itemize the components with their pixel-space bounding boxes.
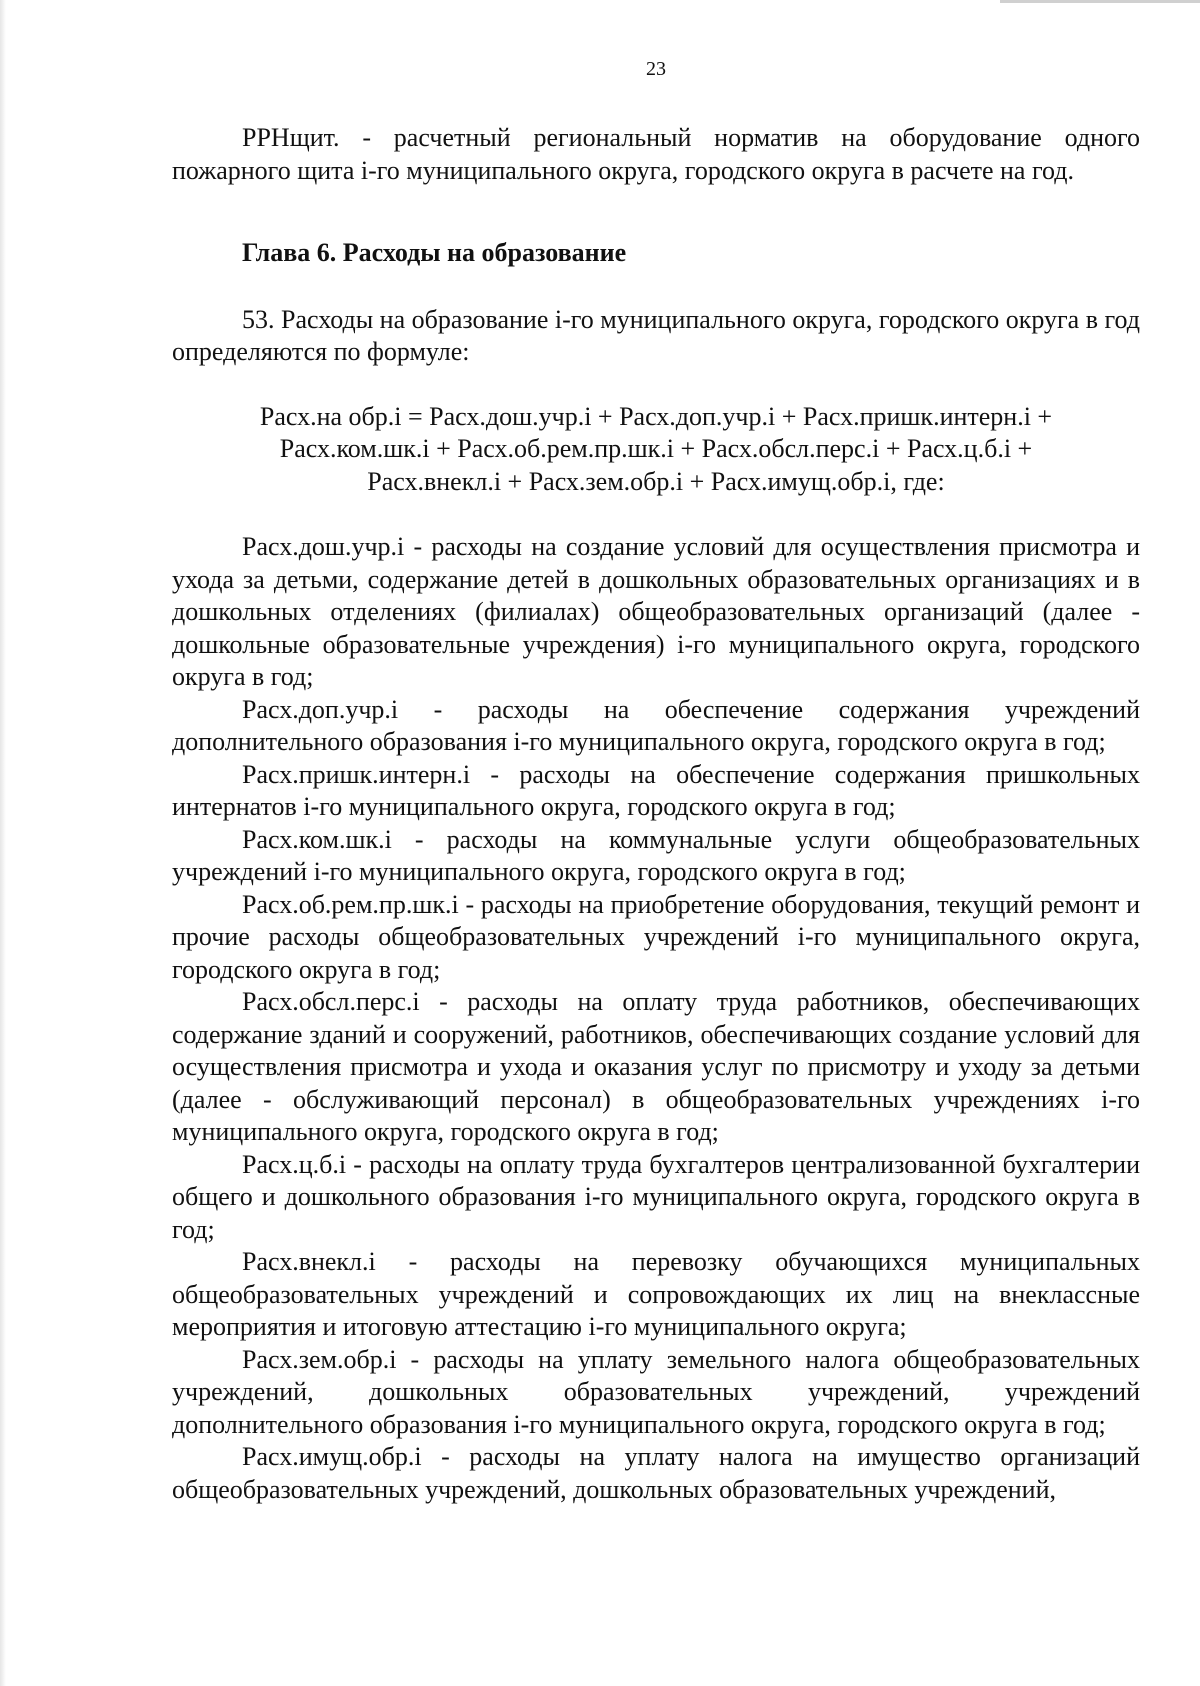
formula-block bbox=[172, 401, 1140, 499]
formula-line: Расх.ком.шк.i + Расх.об.рем.пр.шк.i + Расх.обсл.перс.i + Расх.ц.б.i + bbox=[279, 434, 1033, 463]
definition-vnekl: Расх.внекл.i - расходы на перевозку обучающихся муниципальных общеобразовательных учреждений и сопровождающих их лиц на внеклассные мероприятия и итоговую аттестацию i-го муниципального округа; bbox=[172, 1247, 1140, 1341]
formula-line: Расх.внекл.i + Расх.зем.обр.i + Расх.имущ.обр.i, где: bbox=[367, 466, 945, 496]
definition-dosh-uchr: Расх.дош.учр.i - расходы на создание условий для осуществления присмотра и ухода за детьми, содержание детей в дошкольных образовательных организациях и в дошкольных отделениях (филиалах) общеобразовательных организаций (далее - дошкольные образовательные учреждения) i-го муниципального округа, городского округа в год; bbox=[172, 532, 1140, 691]
paragraph-53: 53. Расходы на образование i-го муниципального округа, городского округа в год определяются по формуле: bbox=[172, 304, 1140, 366]
definition-zem-obr: Расх.зем.обр.i - расходы на уплату земельного налога общеобразовательных учреждений, дошкольных образовательных учреждений, учреждений дополнительного образования i-го муниципального округа, городского округа в год; bbox=[172, 1344, 1140, 1439]
definition-ts-b: Расх.ц.б.i - расходы на оплату труда бухгалтеров централизованной бухгалтерии общего и дошкольного образования i-го муниципального округа, городского округа в год; bbox=[172, 1149, 1140, 1244]
definition-prishk-intern: Расх.пришк.интерн.i - расходы на обеспечение содержания пришкольных интернатов i-го муниципального округа, городского округа в год; bbox=[172, 759, 1140, 821]
definition-kom-shk: Расх.ком.шк.i - расходы на коммунальные услуги общеобразовательных учреждений i-го муниципального округа, городского округа в год; bbox=[172, 824, 1140, 886]
definition-dop-uchr: Расх.доп.учр.i - расходы на обеспечение содержания учреждений дополнительного образования i-го муниципального округа, городского округа в год; bbox=[172, 694, 1140, 756]
scan-edge-left bbox=[0, 0, 6, 1686]
page-content bbox=[172, 122, 1140, 1506]
definition-obsl-pers: Расх.обсл.перс.i - расходы на оплату труда работников, обеспечивающих содержание зданий и сооружений, работников, обеспечивающих создание условий для осуществления присмотра и ухода и оказания услуг по присмотру и уходу за детьми (далее - обслуживающий персонал) в общеобразовательных учреждениях i-го муниципального округа, городского округа в год; bbox=[172, 987, 1140, 1146]
intro-paragraph: РРНщит. - расчетный региональный норматив на оборудование одного пожарного щита i-го муниципального округа, городского округа в расчете на год. bbox=[172, 123, 1140, 185]
formula-line: Расх.на обр.i = Расх.дош.учр.i + Расх.доп.учр.i + Расх.пришк.интерн.i + bbox=[259, 401, 1053, 431]
scan-edge-top bbox=[1000, 0, 1200, 3]
chapter-heading: Глава 6. Расходы на образование bbox=[242, 238, 627, 267]
definition-imusch-obr: Расх.имущ.обр.i - расходы на уплату налога на имущество организаций общеобразовательных учреждений, дошкольных образовательных учреждений, bbox=[172, 1442, 1140, 1504]
definitions-list bbox=[172, 531, 1140, 1506]
page-number: 23 bbox=[646, 58, 666, 80]
definition-ob-rem-pr-shk: Расх.об.рем.пр.шк.i - расходы на приобретение оборудования, текущий ремонт и прочие расходы общеобразовательных учреждений i-го муниципального округа, городского округа в год; bbox=[172, 889, 1140, 984]
